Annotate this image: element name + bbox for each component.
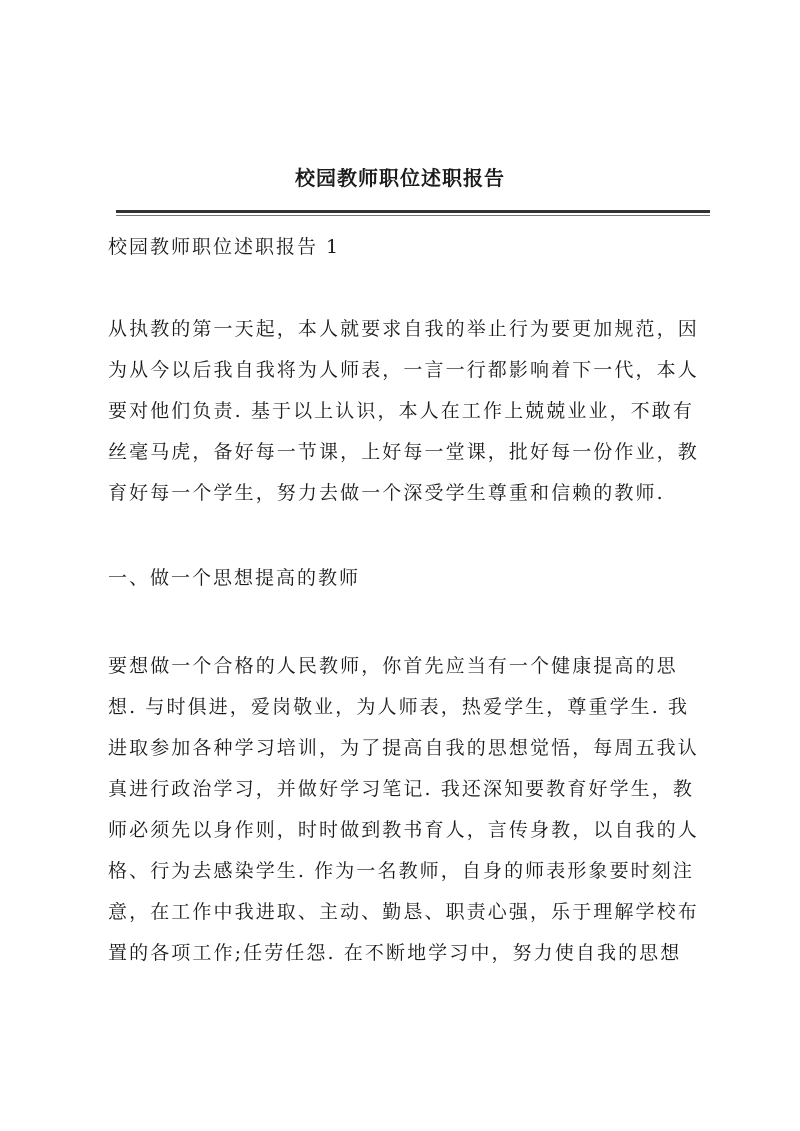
paragraph-intro (108, 309, 708, 514)
paragraph-line: 从执教的第一天起，本人就要求自我的举止行为要更加规范，因 (108, 318, 699, 340)
paragraph-line: 进取参加各种学习培训，为了提高自我的思想觉悟，每周五我认 (108, 737, 699, 759)
title-divider (116, 210, 710, 216)
paragraph-line: 要想做一个合格的人民教师，你首先应当有一个健康提高的思 (108, 655, 678, 677)
paragraph-thoughts (108, 646, 708, 974)
document-title: 校园教师职位述职报告 (295, 166, 505, 190)
paragraph-line: 丝毫马虎，备好每一节课，上好每一堂课，批好每一份作业，教 (108, 441, 699, 463)
paragraph-line: 置的各项工作;任劳任怨. 在不断地学习中，努力使自我的思想 (108, 942, 682, 964)
paragraph-line: 格、行为去感染学生. 作为一名教师，自身的师表形象要时刻注 (108, 860, 694, 882)
paragraph-line: 师必须先以身作则，时时做到教书育人，言传身教，以自我的人 (108, 819, 699, 841)
paragraph-line: 意，在工作中我进取、主动、勤恳、职责心强，乐于理解学校布 (108, 901, 699, 923)
paragraph-line: 要对他们负责. 基于以上认识，本人在工作上兢兢业业，不敢有 (108, 400, 694, 422)
paragraph-line: 为从今以后我自我将为人师表，一言一行都影响着下一代，本人 (108, 359, 699, 381)
paragraph-line: 真进行政治学习，并做好学习笔记. 我还深知要教育好学生，教 (108, 778, 694, 800)
paragraph-line: 想. 与时俱进，爱岗敬业，为人师表，热爱学生，尊重学生. 我 (108, 696, 690, 718)
section-heading: 一、做一个思想提高的教师 (108, 567, 361, 589)
paragraph-line: 育好每一个学生，努力去做一个深受学生尊重和信赖的教师. (108, 482, 665, 504)
section-subtitle: 校园教师职位述职报告 1 (108, 236, 341, 258)
